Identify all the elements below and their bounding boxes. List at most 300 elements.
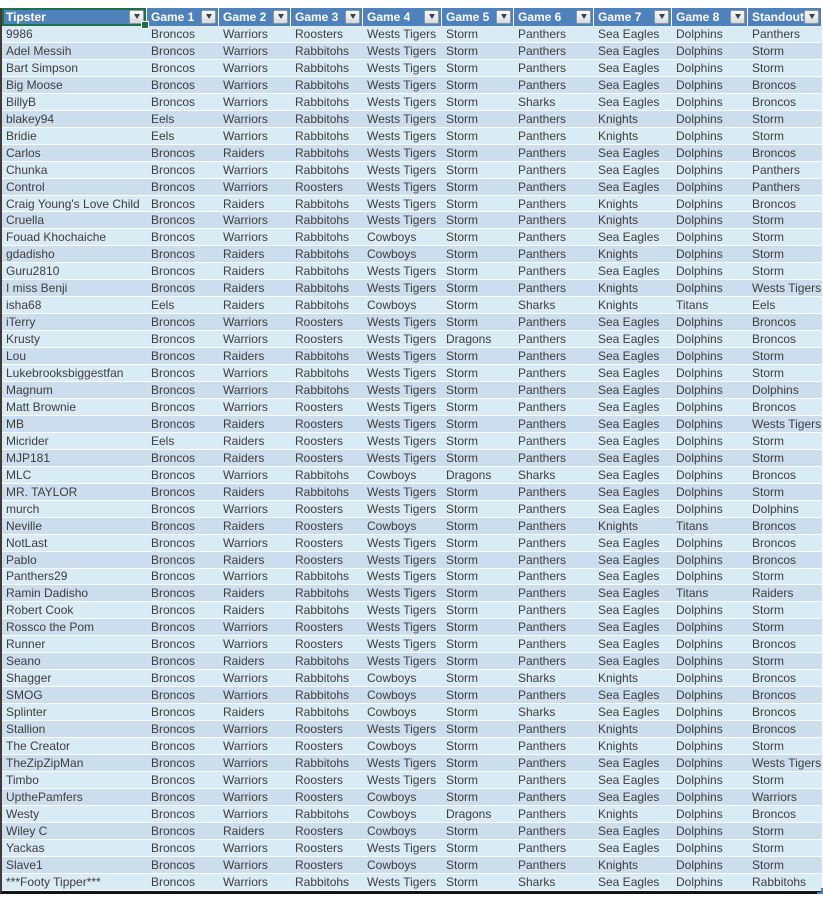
tip-cell[interactable]: Storm bbox=[446, 179, 479, 194]
tip-cell[interactable]: Warriors bbox=[752, 789, 797, 804]
tip-cell[interactable]: Raiders bbox=[223, 603, 265, 618]
tip-cell[interactable]: Broncos bbox=[151, 789, 196, 804]
tip-cell[interactable]: Rabbitohs bbox=[295, 569, 350, 584]
tip-cell[interactable]: Dolphins bbox=[676, 467, 723, 482]
tip-cell[interactable]: Warriors bbox=[223, 382, 268, 397]
tip-cell[interactable]: Broncos bbox=[151, 43, 196, 58]
tip-cell[interactable]: Dolphins bbox=[676, 399, 723, 414]
tipster-cell[interactable]: Robert Cook bbox=[6, 603, 74, 618]
tip-cell[interactable]: Storm bbox=[446, 145, 479, 160]
tip-cell[interactable]: Wests Tigers bbox=[367, 281, 437, 296]
tip-cell[interactable]: Sea Eagles bbox=[598, 416, 660, 431]
tip-cell[interactable]: Broncos bbox=[151, 60, 196, 75]
tip-cell[interactable]: Broncos bbox=[151, 416, 196, 431]
tip-cell[interactable]: Broncos bbox=[752, 399, 797, 414]
tip-cell[interactable]: Broncos bbox=[151, 315, 196, 330]
tip-cell[interactable]: Storm bbox=[752, 433, 785, 448]
tip-cell[interactable]: Wests Tigers bbox=[367, 43, 437, 58]
tip-cell[interactable]: Raiders bbox=[223, 484, 265, 499]
tip-cell[interactable]: Broncos bbox=[151, 755, 196, 770]
filter-button[interactable] bbox=[129, 10, 144, 24]
tip-cell[interactable]: Storm bbox=[752, 450, 785, 465]
tip-cell[interactable]: Rabbitohs bbox=[295, 145, 350, 160]
tip-cell[interactable]: Dolphins bbox=[676, 162, 723, 177]
tipster-cell[interactable]: Shagger bbox=[6, 671, 52, 686]
tip-cell[interactable]: Sharks bbox=[518, 671, 556, 686]
tip-cell[interactable]: Dolphins bbox=[676, 484, 723, 499]
tip-cell[interactable]: Panthers bbox=[518, 840, 567, 855]
tip-cell[interactable]: Storm bbox=[446, 823, 479, 838]
tip-cell[interactable]: Panthers bbox=[518, 43, 567, 58]
tip-cell[interactable]: Warriors bbox=[223, 60, 268, 75]
tip-cell[interactable]: Dolphins bbox=[676, 688, 723, 703]
tip-cell[interactable]: Roosters bbox=[295, 772, 344, 787]
tip-cell[interactable]: Warriors bbox=[223, 501, 268, 516]
tip-cell[interactable]: Sea Eagles bbox=[598, 772, 660, 787]
tip-cell[interactable]: Dolphins bbox=[676, 637, 723, 652]
tip-cell[interactable]: Cowboys bbox=[367, 789, 417, 804]
tip-cell[interactable]: Sea Eagles bbox=[598, 230, 660, 245]
tipster-cell[interactable]: Micrider bbox=[6, 433, 49, 448]
tip-cell[interactable]: Wests Tigers bbox=[367, 552, 437, 567]
tip-cell[interactable]: Dolphins bbox=[676, 281, 723, 296]
tipster-cell[interactable]: BillyB bbox=[6, 94, 37, 109]
tip-cell[interactable]: Storm bbox=[446, 874, 479, 889]
tip-cell[interactable]: Panthers bbox=[518, 789, 567, 804]
tip-cell[interactable]: Panthers bbox=[518, 484, 567, 499]
tip-cell[interactable]: Storm bbox=[446, 399, 479, 414]
tip-cell[interactable]: Warriors bbox=[223, 179, 268, 194]
tip-cell[interactable]: Wests Tigers bbox=[367, 535, 437, 550]
filter-button[interactable] bbox=[496, 10, 511, 24]
tip-cell[interactable]: Sea Eagles bbox=[598, 349, 660, 364]
tip-cell[interactable]: Sharks bbox=[518, 467, 556, 482]
tip-cell[interactable]: Wests Tigers bbox=[367, 26, 437, 41]
tip-cell[interactable]: Raiders bbox=[223, 264, 265, 279]
tip-cell[interactable]: Wests Tigers bbox=[367, 128, 437, 143]
tip-cell[interactable]: Knights bbox=[598, 298, 639, 313]
filter-button[interactable] bbox=[273, 10, 288, 24]
tip-cell[interactable]: Dolphins bbox=[676, 705, 723, 720]
header-cell-game-3[interactable] bbox=[291, 8, 363, 26]
tip-cell[interactable]: Eels bbox=[151, 128, 175, 143]
tip-cell[interactable]: Dolphins bbox=[676, 535, 723, 550]
filter-button[interactable] bbox=[576, 10, 591, 24]
tip-cell[interactable]: Storm bbox=[752, 772, 785, 787]
tip-cell[interactable]: Roosters bbox=[295, 26, 344, 41]
tip-cell[interactable]: Wests Tigers bbox=[367, 111, 437, 126]
tip-cell[interactable]: Warriors bbox=[223, 739, 268, 753]
tip-cell[interactable]: Storm bbox=[446, 840, 479, 855]
tipster-cell[interactable]: MB bbox=[6, 416, 24, 431]
tip-cell[interactable]: Broncos bbox=[752, 535, 797, 550]
tip-cell[interactable]: Sea Eagles bbox=[598, 332, 660, 347]
tipster-cell[interactable]: Bart Simpson bbox=[6, 60, 79, 75]
tipster-cell[interactable]: MJP181 bbox=[6, 450, 51, 465]
tip-cell[interactable]: Rabbitohs bbox=[295, 366, 350, 381]
tip-cell[interactable]: Roosters bbox=[295, 552, 344, 567]
tip-cell[interactable]: Panthers bbox=[518, 552, 567, 567]
header-cell-game-8[interactable] bbox=[672, 8, 748, 26]
tip-cell[interactable]: Rabbitohs bbox=[295, 196, 350, 211]
tipster-cell[interactable]: Carlos bbox=[6, 145, 41, 160]
tip-cell[interactable]: Wests Tigers bbox=[367, 399, 437, 414]
tip-cell[interactable]: Warriors bbox=[223, 840, 268, 855]
tip-cell[interactable]: Wests Tigers bbox=[367, 603, 437, 618]
tip-cell[interactable]: Storm bbox=[752, 603, 785, 618]
tip-cell[interactable]: Raiders bbox=[223, 705, 265, 720]
tip-cell[interactable]: Storm bbox=[752, 247, 785, 262]
tip-cell[interactable]: Dolphins bbox=[676, 382, 723, 397]
tip-cell[interactable]: Storm bbox=[446, 230, 479, 245]
tip-cell[interactable]: Sea Eagles bbox=[598, 366, 660, 381]
tip-cell[interactable]: Warriors bbox=[223, 315, 268, 330]
tip-cell[interactable]: Panthers bbox=[518, 162, 567, 177]
tip-cell[interactable]: Broncos bbox=[752, 688, 797, 703]
tip-cell[interactable]: Knights bbox=[598, 722, 639, 737]
tip-cell[interactable]: Broncos bbox=[151, 382, 196, 397]
tip-cell[interactable]: Broncos bbox=[151, 705, 196, 720]
tip-cell[interactable]: Cowboys bbox=[367, 688, 417, 703]
tipster-cell[interactable]: iTerry bbox=[6, 315, 36, 330]
tip-cell[interactable]: Broncos bbox=[752, 552, 797, 567]
tipster-cell[interactable]: Neville bbox=[6, 518, 43, 533]
tip-cell[interactable]: Wests Tigers bbox=[367, 569, 437, 584]
tip-cell[interactable]: Rabbitohs bbox=[295, 688, 350, 703]
tip-cell[interactable]: Sea Eagles bbox=[598, 467, 660, 482]
filter-button[interactable] bbox=[345, 10, 360, 24]
tip-cell[interactable]: Storm bbox=[446, 586, 479, 601]
tip-cell[interactable]: Dolphins bbox=[676, 874, 723, 889]
tip-cell[interactable]: Broncos bbox=[151, 213, 196, 228]
tip-cell[interactable]: Roosters bbox=[295, 722, 344, 737]
tip-cell[interactable]: Sea Eagles bbox=[598, 501, 660, 516]
tip-cell[interactable]: Panthers bbox=[518, 501, 567, 516]
tip-cell[interactable]: Broncos bbox=[151, 196, 196, 211]
tip-cell[interactable]: Titans bbox=[676, 586, 709, 601]
filter-button[interactable] bbox=[654, 10, 669, 24]
tipster-cell[interactable]: Krusty bbox=[6, 332, 41, 347]
tip-cell[interactable]: Wests Tigers bbox=[367, 840, 437, 855]
tip-cell[interactable]: Roosters bbox=[295, 399, 344, 414]
tip-cell[interactable]: Warriors bbox=[223, 332, 268, 347]
tipster-cell[interactable]: Panthers29 bbox=[6, 569, 68, 584]
header-cell-game-6[interactable] bbox=[514, 8, 594, 26]
filter-button[interactable] bbox=[201, 10, 216, 24]
tip-cell[interactable]: Rabbitohs bbox=[295, 281, 350, 296]
tip-cell[interactable]: Storm bbox=[752, 857, 785, 872]
tip-cell[interactable]: Broncos bbox=[151, 264, 196, 279]
tip-cell[interactable]: Rabbitohs bbox=[295, 247, 350, 262]
tip-cell[interactable]: Dolphins bbox=[676, 450, 723, 465]
tip-cell[interactable]: Wests Tigers bbox=[367, 586, 437, 601]
tip-cell[interactable]: Broncos bbox=[151, 603, 196, 618]
tip-cell[interactable]: Wests Tigers bbox=[367, 179, 437, 194]
tip-cell[interactable]: Raiders bbox=[223, 823, 265, 838]
tip-cell[interactable]: Storm bbox=[446, 366, 479, 381]
tip-cell[interactable]: Raiders bbox=[223, 298, 265, 313]
tip-cell[interactable]: Rabbitohs bbox=[752, 874, 807, 889]
tip-cell[interactable]: Storm bbox=[446, 77, 479, 92]
tip-cell[interactable]: Titans bbox=[676, 298, 709, 313]
tip-cell[interactable]: Rabbitohs bbox=[295, 264, 350, 279]
tip-cell[interactable]: Roosters bbox=[295, 857, 344, 872]
tip-cell[interactable]: Cowboys bbox=[367, 467, 417, 482]
tip-cell[interactable]: Dolphins bbox=[676, 857, 723, 872]
tip-cell[interactable]: Sea Eagles bbox=[598, 569, 660, 584]
tip-cell[interactable]: Dolphins bbox=[676, 552, 723, 567]
tip-cell[interactable]: Panthers bbox=[518, 637, 567, 652]
header-cell-game-4[interactable] bbox=[363, 8, 442, 26]
tip-cell[interactable]: Warriors bbox=[223, 789, 268, 804]
tip-cell[interactable]: Panthers bbox=[518, 535, 567, 550]
tip-cell[interactable]: Broncos bbox=[151, 722, 196, 737]
tip-cell[interactable]: Dolphins bbox=[676, 94, 723, 109]
tip-cell[interactable]: Panthers bbox=[518, 213, 567, 228]
tip-cell[interactable]: Storm bbox=[446, 637, 479, 652]
tip-cell[interactable]: Storm bbox=[446, 772, 479, 787]
tip-cell[interactable]: Storm bbox=[446, 671, 479, 686]
tip-cell[interactable]: Storm bbox=[752, 43, 785, 58]
tip-cell[interactable]: Broncos bbox=[151, 535, 196, 550]
tip-cell[interactable]: Sea Eagles bbox=[598, 399, 660, 414]
tipster-cell[interactable]: gdadisho bbox=[6, 247, 55, 262]
tip-cell[interactable]: Storm bbox=[752, 213, 785, 228]
tipster-cell[interactable]: Lou bbox=[6, 349, 27, 364]
tip-cell[interactable]: Panthers bbox=[518, 315, 567, 330]
tip-cell[interactable]: Panthers bbox=[518, 332, 567, 347]
tip-cell[interactable]: Raiders bbox=[223, 433, 265, 448]
tip-cell[interactable]: Roosters bbox=[295, 315, 344, 330]
tip-cell[interactable]: Knights bbox=[598, 857, 639, 872]
tip-cell[interactable]: Raiders bbox=[223, 196, 265, 211]
tip-cell[interactable]: Panthers bbox=[518, 755, 567, 770]
tip-cell[interactable]: Knights bbox=[598, 128, 639, 143]
tip-cell[interactable]: Knights bbox=[598, 247, 639, 262]
tip-cell[interactable]: Storm bbox=[446, 705, 479, 720]
tip-cell[interactable]: Storm bbox=[446, 264, 479, 279]
tip-cell[interactable]: Wests Tigers bbox=[367, 620, 437, 635]
tip-cell[interactable]: Sea Eagles bbox=[598, 450, 660, 465]
tip-cell[interactable]: Storm bbox=[446, 688, 479, 703]
tip-cell[interactable]: Dolphins bbox=[676, 739, 723, 753]
table-resize-handle[interactable] bbox=[817, 888, 823, 894]
tip-cell[interactable]: Rabbitohs bbox=[295, 467, 350, 482]
tipster-cell[interactable]: Guru2810 bbox=[6, 264, 60, 279]
header-cell-game-7[interactable] bbox=[594, 8, 672, 26]
tipster-cell[interactable]: blakey94 bbox=[6, 111, 55, 126]
tip-cell[interactable]: Eels bbox=[151, 433, 175, 448]
tip-cell[interactable]: Storm bbox=[446, 450, 479, 465]
tip-cell[interactable]: Panthers bbox=[518, 620, 567, 635]
tip-cell[interactable]: Sharks bbox=[518, 94, 556, 109]
tip-cell[interactable]: Sea Eagles bbox=[598, 552, 660, 567]
tip-cell[interactable]: Wests Tigers bbox=[367, 349, 437, 364]
tip-cell[interactable]: Sea Eagles bbox=[598, 755, 660, 770]
tipster-cell[interactable]: Timbo bbox=[6, 772, 39, 787]
tip-cell[interactable]: Rabbitohs bbox=[295, 755, 350, 770]
tip-cell[interactable]: Storm bbox=[752, 739, 785, 753]
tip-cell[interactable]: Rabbitohs bbox=[295, 382, 350, 397]
tip-cell[interactable]: Wests Tigers bbox=[367, 196, 437, 211]
tip-cell[interactable]: Storm bbox=[752, 349, 785, 364]
tip-cell[interactable]: Broncos bbox=[151, 806, 196, 821]
tip-cell[interactable]: Sea Eagles bbox=[598, 179, 660, 194]
tip-cell[interactable]: Broncos bbox=[151, 857, 196, 872]
tip-cell[interactable]: Dolphins bbox=[676, 213, 723, 228]
tip-cell[interactable]: Broncos bbox=[151, 349, 196, 364]
tip-cell[interactable]: Dolphins bbox=[676, 145, 723, 160]
tip-cell[interactable]: Sea Eagles bbox=[598, 77, 660, 92]
tip-cell[interactable]: Storm bbox=[446, 501, 479, 516]
tip-cell[interactable]: Rabbitohs bbox=[295, 43, 350, 58]
tip-cell[interactable]: Roosters bbox=[295, 789, 344, 804]
tip-cell[interactable]: Dolphins bbox=[676, 620, 723, 635]
tip-cell[interactable]: Storm bbox=[446, 620, 479, 635]
tip-cell[interactable]: Broncos bbox=[151, 501, 196, 516]
tip-cell[interactable]: Rabbitohs bbox=[295, 128, 350, 143]
tip-cell[interactable]: Warriors bbox=[223, 366, 268, 381]
tip-cell[interactable]: Panthers bbox=[518, 569, 567, 584]
tip-cell[interactable]: Warriors bbox=[223, 806, 268, 821]
tip-cell[interactable]: Broncos bbox=[151, 450, 196, 465]
tip-cell[interactable]: Broncos bbox=[151, 518, 196, 533]
tipster-cell[interactable]: Ramin Dadisho bbox=[6, 586, 89, 601]
tip-cell[interactable]: Broncos bbox=[752, 196, 797, 211]
tip-cell[interactable]: Raiders bbox=[223, 281, 265, 296]
header-cell-game-2[interactable] bbox=[219, 8, 291, 26]
tip-cell[interactable]: Broncos bbox=[151, 637, 196, 652]
tip-cell[interactable]: Panthers bbox=[518, 603, 567, 618]
tip-cell[interactable]: Broncos bbox=[151, 739, 196, 753]
tip-cell[interactable]: Dolphins bbox=[676, 315, 723, 330]
tip-cell[interactable]: Warriors bbox=[223, 399, 268, 414]
tip-cell[interactable]: Rabbitohs bbox=[295, 230, 350, 245]
tip-cell[interactable]: Dolphins bbox=[676, 603, 723, 618]
tip-cell[interactable]: Raiders bbox=[223, 247, 265, 262]
tip-cell[interactable]: Dolphins bbox=[676, 755, 723, 770]
tip-cell[interactable]: Storm bbox=[446, 196, 479, 211]
tip-cell[interactable]: Warriors bbox=[223, 213, 268, 228]
tip-cell[interactable]: Dolphins bbox=[676, 349, 723, 364]
tip-cell[interactable]: Sea Eagles bbox=[598, 43, 660, 58]
tip-cell[interactable]: Wests Tigers bbox=[367, 366, 437, 381]
tipster-cell[interactable]: ***Footy Tipper*** bbox=[6, 874, 101, 889]
tip-cell[interactable]: Broncos bbox=[151, 586, 196, 601]
tip-cell[interactable]: Warriors bbox=[223, 874, 268, 889]
tip-cell[interactable]: Storm bbox=[752, 569, 785, 584]
tipster-cell[interactable]: 9986 bbox=[6, 26, 33, 41]
tip-cell[interactable]: Storm bbox=[446, 484, 479, 499]
tip-cell[interactable]: Broncos bbox=[752, 722, 797, 737]
tip-cell[interactable]: Sea Eagles bbox=[598, 484, 660, 499]
tip-cell[interactable]: Storm bbox=[446, 739, 479, 753]
tip-cell[interactable]: Warriors bbox=[223, 722, 268, 737]
tip-cell[interactable]: Titans bbox=[676, 518, 709, 533]
tip-cell[interactable]: Wests Tigers bbox=[367, 501, 437, 516]
tip-cell[interactable]: Broncos bbox=[151, 162, 196, 177]
tip-cell[interactable]: Rabbitohs bbox=[295, 603, 350, 618]
tip-cell[interactable]: Sea Eagles bbox=[598, 315, 660, 330]
tip-cell[interactable]: Storm bbox=[752, 366, 785, 381]
tip-cell[interactable]: Warriors bbox=[223, 755, 268, 770]
tip-cell[interactable]: Panthers bbox=[518, 128, 567, 143]
header-cell-game-1[interactable] bbox=[147, 8, 219, 26]
tip-cell[interactable]: Broncos bbox=[752, 315, 797, 330]
tip-cell[interactable]: Dolphins bbox=[676, 60, 723, 75]
tip-cell[interactable]: Knights bbox=[598, 518, 639, 533]
tip-cell[interactable]: Dolphins bbox=[752, 382, 799, 397]
tip-cell[interactable]: Broncos bbox=[151, 332, 196, 347]
tip-cell[interactable]: Panthers bbox=[518, 60, 567, 75]
tip-cell[interactable]: Warriors bbox=[223, 688, 268, 703]
tip-cell[interactable]: Dolphins bbox=[676, 416, 723, 431]
tip-cell[interactable]: Storm bbox=[446, 247, 479, 262]
tip-cell[interactable]: Broncos bbox=[752, 671, 797, 686]
tip-cell[interactable]: Storm bbox=[446, 162, 479, 177]
tip-cell[interactable]: Storm bbox=[446, 755, 479, 770]
tip-cell[interactable]: Panthers bbox=[518, 857, 567, 872]
tip-cell[interactable]: Wests Tigers bbox=[367, 145, 437, 160]
tip-cell[interactable]: Storm bbox=[752, 484, 785, 499]
tip-cell[interactable]: Broncos bbox=[752, 806, 797, 821]
tipster-cell[interactable]: Chunka bbox=[6, 162, 48, 177]
tip-cell[interactable]: Panthers bbox=[752, 162, 801, 177]
tip-cell[interactable]: Dolphins bbox=[676, 332, 723, 347]
tip-cell[interactable]: Warriors bbox=[223, 772, 268, 787]
tip-cell[interactable]: Sea Eagles bbox=[598, 823, 660, 838]
tip-cell[interactable]: Panthers bbox=[518, 196, 567, 211]
tip-cell[interactable]: Wests Tigers bbox=[367, 315, 437, 330]
tip-cell[interactable]: Rabbitohs bbox=[295, 298, 350, 313]
tip-cell[interactable]: Wests Tigers bbox=[752, 416, 822, 431]
tip-cell[interactable]: Sharks bbox=[518, 298, 556, 313]
tip-cell[interactable]: Panthers bbox=[518, 806, 567, 821]
tipster-cell[interactable]: The Creator bbox=[6, 739, 71, 753]
tip-cell[interactable]: Wests Tigers bbox=[367, 755, 437, 770]
tip-cell[interactable]: Warriors bbox=[223, 128, 268, 143]
tipster-cell[interactable]: Stallion bbox=[6, 722, 46, 737]
tipster-cell[interactable]: Yackas bbox=[6, 840, 45, 855]
tip-cell[interactable]: Storm bbox=[446, 433, 479, 448]
tip-cell[interactable]: Dolphins bbox=[676, 772, 723, 787]
tip-cell[interactable]: Wests Tigers bbox=[367, 433, 437, 448]
tip-cell[interactable]: Roosters bbox=[295, 518, 344, 533]
tip-cell[interactable]: Broncos bbox=[752, 705, 797, 720]
tip-cell[interactable]: Raiders bbox=[223, 654, 265, 669]
tip-cell[interactable]: Sea Eagles bbox=[598, 162, 660, 177]
tipster-cell[interactable]: SMOG bbox=[6, 688, 43, 703]
tip-cell[interactable]: Raiders bbox=[223, 145, 265, 160]
tip-cell[interactable]: Roosters bbox=[295, 332, 344, 347]
tip-cell[interactable]: Rabbitohs bbox=[295, 111, 350, 126]
tip-cell[interactable]: Storm bbox=[446, 789, 479, 804]
tip-cell[interactable]: Rabbitohs bbox=[295, 77, 350, 92]
header-cell-game-5[interactable] bbox=[442, 8, 514, 26]
tip-cell[interactable]: Sea Eagles bbox=[598, 620, 660, 635]
tip-cell[interactable]: Eels bbox=[151, 111, 175, 126]
tip-cell[interactable]: Broncos bbox=[151, 26, 196, 41]
tip-cell[interactable]: Dolphins bbox=[676, 179, 723, 194]
tip-cell[interactable]: Roosters bbox=[295, 840, 344, 855]
tip-cell[interactable]: Roosters bbox=[295, 823, 344, 838]
tip-cell[interactable]: Sea Eagles bbox=[598, 382, 660, 397]
tip-cell[interactable]: Rabbitohs bbox=[295, 654, 350, 669]
tip-cell[interactable]: Broncos bbox=[752, 637, 797, 652]
tip-cell[interactable]: Dolphins bbox=[676, 569, 723, 584]
tip-cell[interactable]: Storm bbox=[446, 94, 479, 109]
tip-cell[interactable]: Sea Eagles bbox=[598, 603, 660, 618]
